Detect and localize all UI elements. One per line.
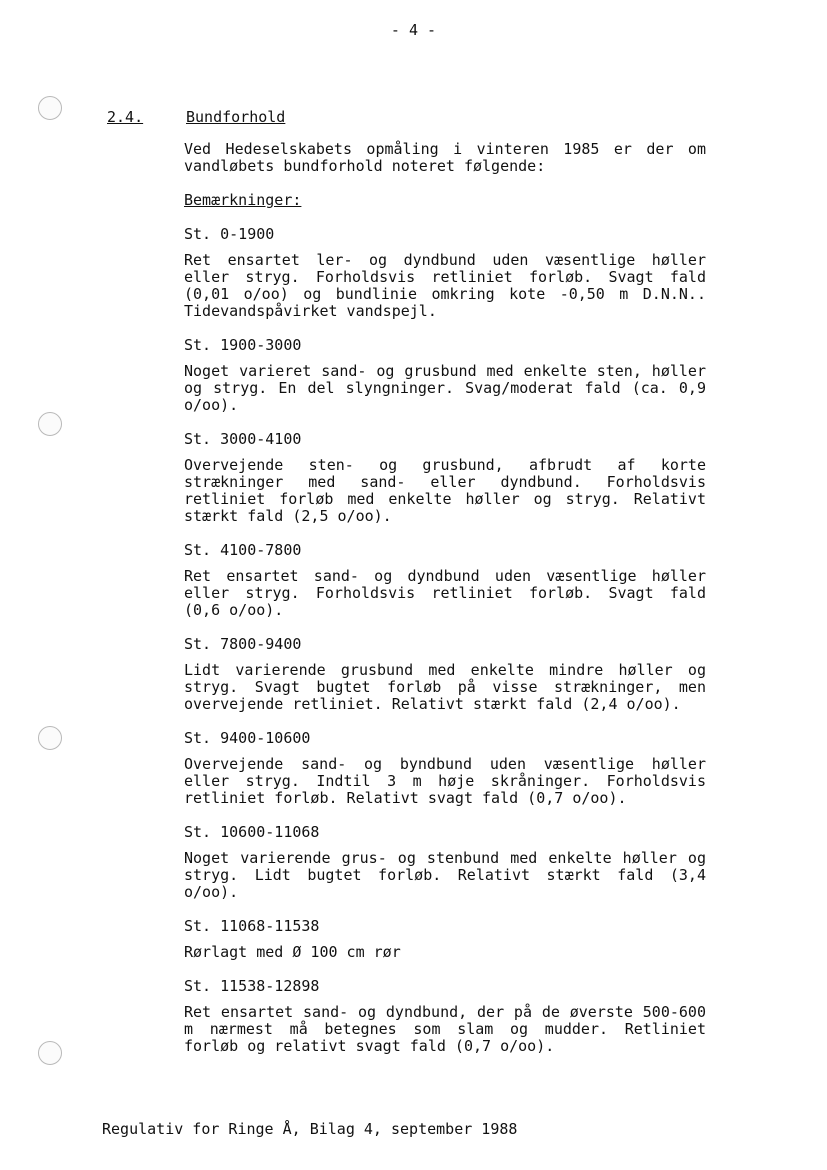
section-number: 2.4.	[107, 108, 144, 126]
section-title: Bundforhold	[186, 108, 286, 126]
station-label: St. 3000-4100	[184, 430, 302, 448]
station-description: Ret ensartet sand- og dyndbund uden væsentlige høller eller stryg. Forholdsvis retliniet forløb. Svagt fald (0,6 o/oo).	[184, 567, 706, 619]
station-description: Noget varierende grus- og stenbund med enkelte høller og stryg. Lidt bugtet forløb. Relativt stærkt fald (3,4 o/oo).	[184, 849, 706, 901]
station-label: St. 1900-3000	[184, 336, 302, 354]
page-number: - 4 -	[390, 21, 437, 39]
remarks-heading: Bemærkninger:	[184, 191, 302, 209]
station-label: St. 10600-11068	[184, 823, 320, 841]
station-label: St. 4100-7800	[184, 541, 302, 559]
station-description: Ret ensartet ler- og dyndbund uden væsentlige høller eller stryg. Forholdsvis retliniet forløb. Svagt fald (0,01 o/oo) og bundlinie omkring kote -0,50 m D.N.N.. Tidevandspåvirket vandspejl.	[184, 251, 706, 320]
station-label: St. 7800-9400	[184, 635, 302, 653]
station-description: Noget varieret sand- og grusbund med enkelte sten, høller og stryg. En del slyngninger. Svag/moderat fald (ca. 0,9 o/oo).	[184, 362, 706, 414]
station-description: Lidt varierende grusbund med enkelte mindre høller og stryg. Svagt bugtet forløb på visse strækninger, men overvejende retliniet. Relativt stærkt fald (2,4 o/oo).	[184, 661, 706, 713]
station-description: Overvejende sand- og byndbund uden væsentlige høller eller stryg. Indtil 3 m høje skråninger. Forholdsvis retliniet forløb. Relativt svagt fald (0,7 o/oo).	[184, 755, 706, 807]
station-label: St. 11068-11538	[184, 917, 320, 935]
punch-hole	[38, 96, 62, 120]
station-description: Ret ensartet sand- og dyndbund, der på de øverste 500-600 m nærmest må betegnes som slam og mudder. Retliniet forløb og relativt svagt fald (0,7 o/oo).	[184, 1003, 706, 1055]
footer-text: Regulativ for Ringe Å, Bilag 4, september 1988	[102, 1120, 518, 1138]
station-label: St. 0-1900	[184, 225, 275, 243]
station-description: Overvejende sten- og grusbund, afbrudt af korte strækninger med sand- eller dyndbund. Forholdsvis retliniet forløb med enkelte høller og stryg. Relativt stærkt fald (2,5 o/oo).	[184, 456, 706, 525]
intro-paragraph: Ved Hedeselskabets opmåling i vinteren 1985 er der om vandløbets bundforhold noteret følgende:	[184, 140, 706, 175]
document-body	[184, 141, 706, 1072]
station-label: St. 11538-12898	[184, 977, 320, 995]
punch-hole	[38, 726, 62, 750]
punch-hole	[38, 412, 62, 436]
station-description: Rørlagt med Ø 100 cm rør	[184, 943, 401, 961]
punch-hole	[38, 1041, 62, 1065]
station-label: St. 9400-10600	[184, 729, 311, 747]
